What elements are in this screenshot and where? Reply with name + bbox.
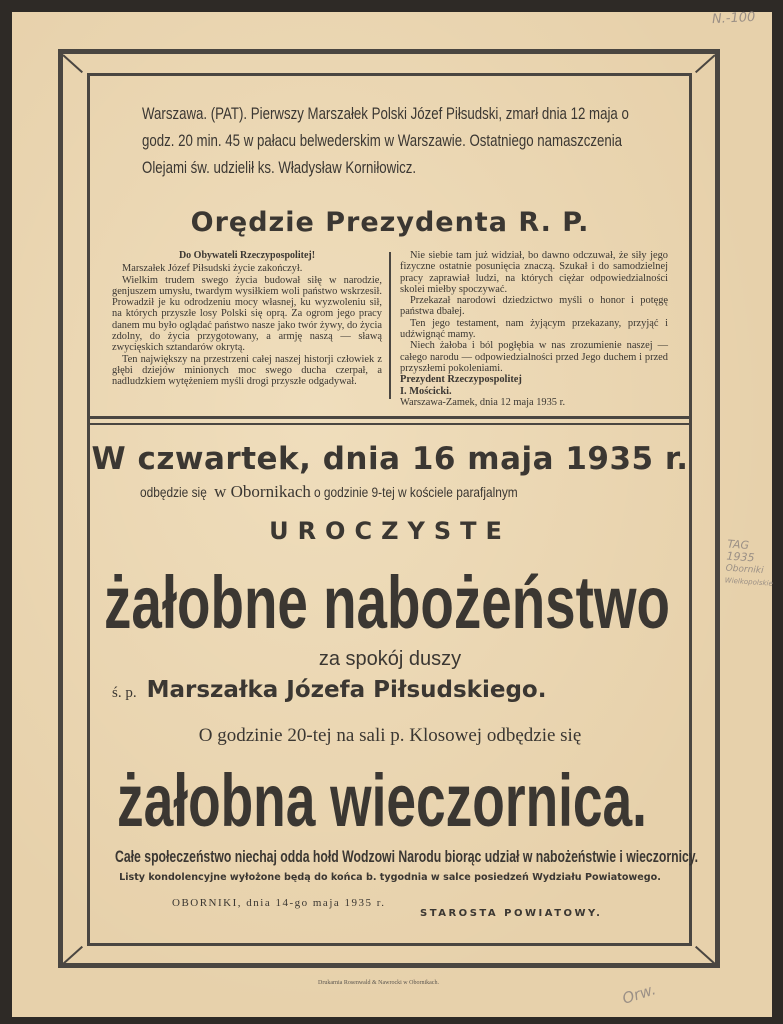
pencil-side-note-line: TAG (726, 537, 750, 553)
section-rule (90, 423, 690, 425)
evening-heading: żałobna wieczornica. (117, 759, 647, 842)
pencil-bottom-note: Orw. (620, 980, 659, 1008)
service-line-place: w Obornikach (214, 482, 311, 501)
address-paragraph: Ten największy na przestrzeni całej naszej historji człowiek z głębi dziejów minionych moc swego ducha czerpał, a nadludzkiem wytężeniem myśli drogi przyszłe odgadywał. (112, 353, 382, 388)
pencil-side-note (724, 537, 774, 590)
for-soul-line: za spokój duszy (318, 648, 462, 670)
address-paragraph: Niech żałoba i ból pogłębia w nas zrozumienie naszej — całego narodu — odpowiedzialności przed Jego duchem i przed przyszłemi pokoleniami. (400, 340, 668, 374)
marshal-name: Marszałka Józefa Piłsudskiego. (146, 677, 547, 703)
sp-abbrev: ś. p. (112, 685, 137, 701)
address-salutation: Do Obywateli Rzeczypospolitej! (178, 250, 316, 261)
column-divider (389, 252, 391, 399)
address-paragraph: Przekazał narodowi dziedzictwo myśli o honor i potęgę państwa dbałej. (400, 295, 668, 318)
section-rule (90, 416, 690, 419)
news-paragraph: Warszawa. (PAT). Pierwszy Marszałek Polski Józef Piłsudski, zmarł dnia 12 maja o godz. 20 min. 45 w pałacu belwederskim w Warszawie. Ostatniego namaszczenia Olejami św. udzielił ks. Władysław Korniłowicz. (142, 104, 629, 177)
pencil-side-note-line: 1935 (726, 549, 755, 565)
signature-title: Prezydent Rzeczypospolitej (400, 374, 522, 386)
printer-imprint: Drukarnia Rosenwald & Nawrocki w Obornikach. (318, 980, 439, 986)
address-title: Orędzie Prezydenta R. P. (190, 207, 590, 238)
place-date: OBORNIKI, dnia 14-go maja 1935 r. (172, 897, 386, 909)
pencil-side-note-line: Oborniki (725, 563, 764, 577)
solemn-heading: UROCZYSTE (269, 517, 511, 545)
pencil-side-note-line: Wielkopolskie (724, 576, 774, 588)
service-line (140, 482, 554, 502)
date-headline: W czwartek, dnia 16 maja 1935 r. (91, 441, 689, 477)
address-place-date: Warszawa-Zamek, dnia 12 maja 1935 r. (400, 396, 566, 408)
address-left-column (112, 250, 382, 388)
condolence-line: Listy kondolencyjne wyłożone będą do końca b. tygodnia w salce posiedzeń Wydziału Powiatowego. (119, 872, 661, 883)
address-paragraph: Nie siebie tam już widział, bo dawno odczuwał, że siły jego fizyczne ostatnie posunięcia znaczą. Szukał i do samodzielnej pracy zaprawiał ludzi, na których ciężar odpowiedzialności skolei miełby spoczywać. (400, 250, 668, 295)
address-paragraph: Marszałek Józef Piłsudski życie zakończył. (122, 263, 303, 275)
service-line-part: odbędzie się (140, 484, 207, 500)
service-line-part: o godzinie 9-tej w kościele parafjalnym (314, 484, 519, 500)
starosta-signature: STAROSTA POWIATOWY. (420, 908, 603, 919)
address-paragraph: Ten jego testament, nam żyjącym przekazany, przyjąć i udźwignąć mamy. (400, 317, 668, 341)
marshal-line (112, 677, 546, 703)
address-paragraph: Wielkim trudem swego życia budował siłę w narodzie, genjuszem umysłu, twardym wysiłkiem woli państwo wskrzesił. Prowadził je ku odrodzeniu mocy własnej, ku wyzwoleniu sił, na których przyszłe losy Polski się oprą. Za ogrom jego pracy danem mu było oglądać państwo nasze jako twór żywy, do życia zdolny, do życia przygotowany, a armję naszą — sławą zwycięskich sztandarów okrytą. (112, 274, 382, 354)
signature-name: I. Mościcki. (400, 385, 452, 397)
pencil-catalog-number: N.-100 (711, 9, 756, 28)
address-right-column (400, 250, 668, 408)
appeal-line: Całe społeczeństwo niechaj odda hołd Wodzowi Narodu biorąc udział w nabożeństwie i wieczornicy. (115, 847, 699, 866)
mass-heading: żałobne nabożeństwo (104, 561, 670, 644)
evening-line: O godzinie 20-tej na sali p. Klosowej odbędzie się (198, 725, 582, 746)
